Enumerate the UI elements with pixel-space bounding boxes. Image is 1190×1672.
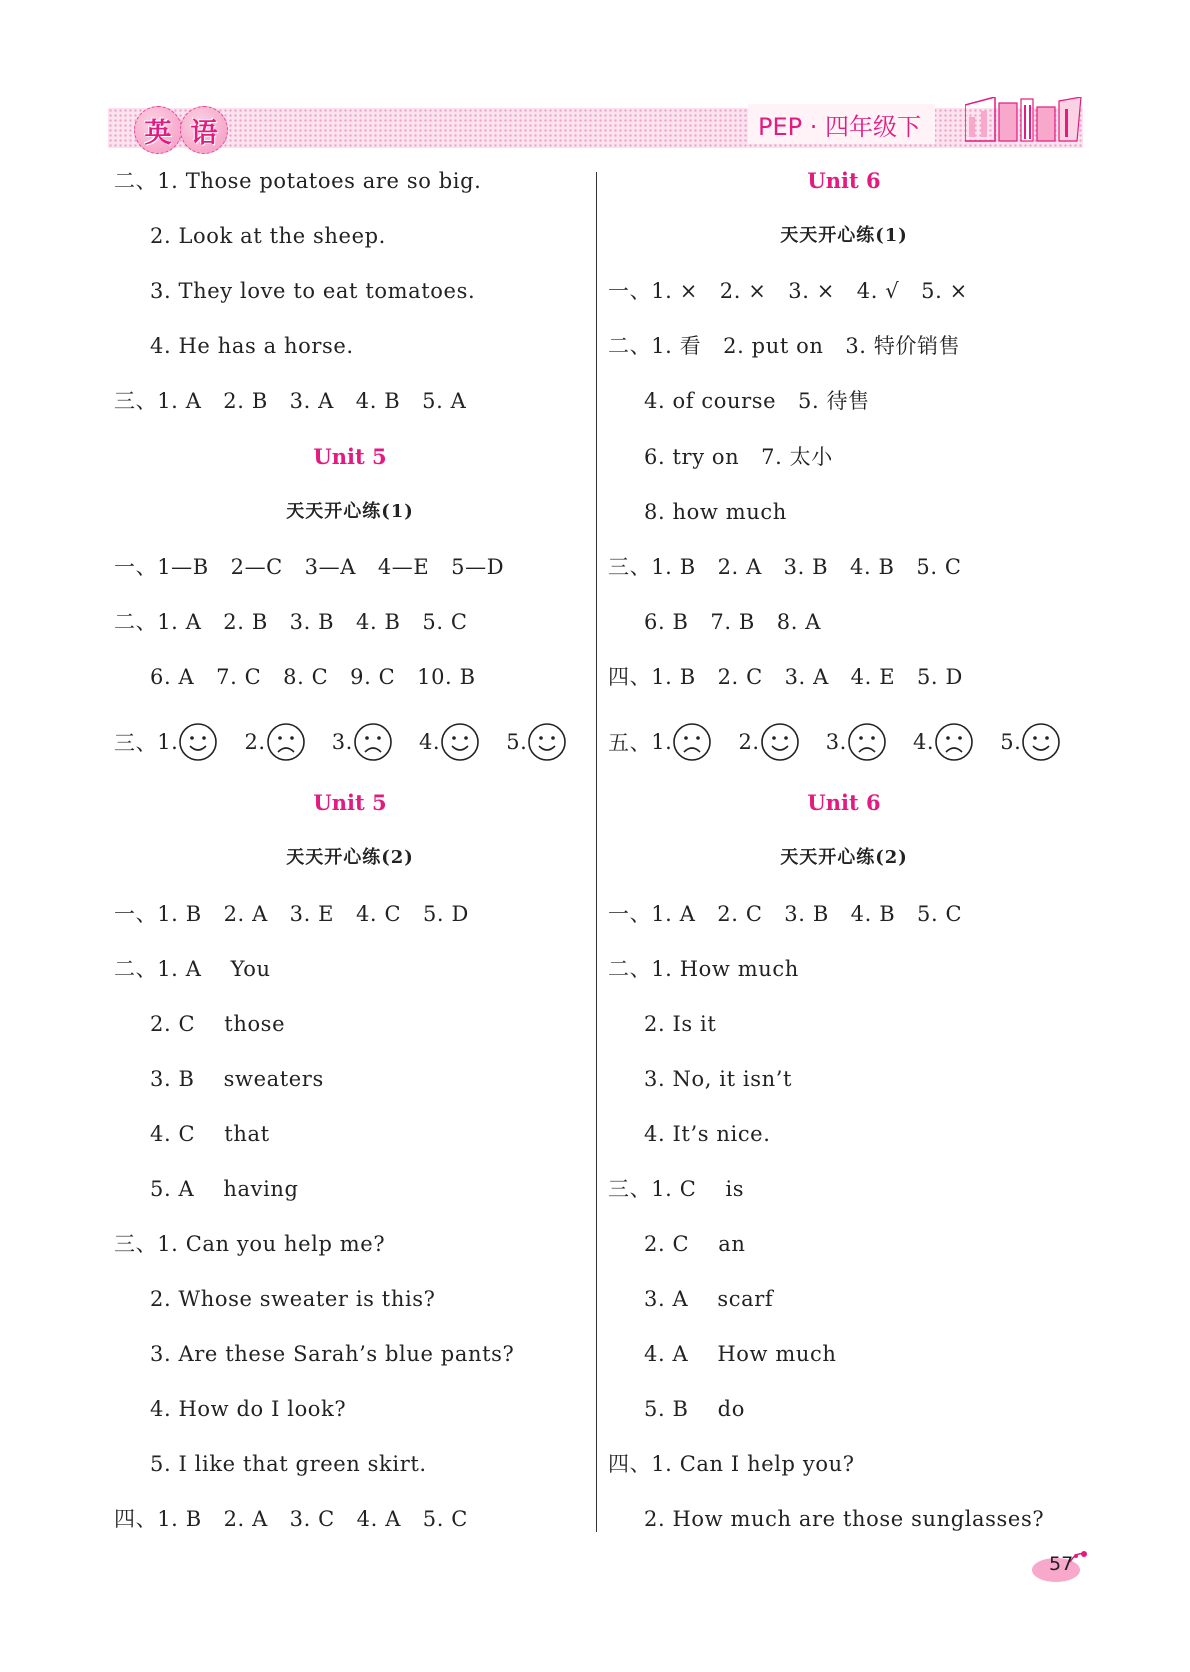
sad-face-icon — [266, 722, 306, 762]
smile-face-icon — [1021, 722, 1061, 762]
face-label: 4. — [912, 730, 935, 754]
face-item — [419, 722, 480, 762]
section-title: 天天开心练(1) — [286, 501, 414, 522]
left-line: 三、1. A 2. B 3. A 4. B 5. A — [114, 389, 467, 413]
right-line: 4. It’s nice. — [644, 1122, 771, 1146]
unit-title: Unit 6 — [807, 168, 881, 193]
face-label: 2. — [738, 730, 760, 754]
unit-title: Unit 5 — [313, 790, 387, 815]
right-line: 2. How much are those sunglasses? — [644, 1507, 1045, 1531]
section-title: 天天开心练(2) — [286, 847, 414, 868]
faces-prefix: 三、 — [114, 731, 158, 755]
left-line: 4. C that — [150, 1122, 270, 1146]
page-number: 57 — [1049, 1553, 1074, 1575]
right-line: 8. how much — [644, 500, 787, 524]
right-line: 四、1. Can I help you? — [608, 1452, 855, 1476]
left-line: 2. Look at the sheep. — [150, 224, 386, 248]
left-line: 四、1. B 2. A 3. C 4. A 5. C — [114, 1507, 468, 1531]
face-label: 5. — [506, 730, 528, 754]
sad-face-icon — [672, 722, 712, 762]
left-line: 4. How do I look? — [150, 1397, 347, 1421]
left-line: 5. I like that green skirt. — [150, 1452, 427, 1476]
right-line: 2. Is it — [644, 1012, 717, 1036]
left-line: 3. B sweaters — [150, 1067, 324, 1091]
right-line: 三、1. C is — [608, 1177, 745, 1201]
right-line: 4. A How much — [644, 1342, 837, 1366]
right-line: 5. B do — [644, 1397, 745, 1421]
unit-title: Unit 5 — [313, 444, 387, 469]
right-line: 4. of course 5. 待售 — [644, 389, 870, 413]
smile-face-icon — [760, 722, 800, 762]
face-item — [651, 722, 712, 762]
left-line: 三、1. Can you help me? — [114, 1232, 386, 1256]
right-line: 6. B 7. B 8. A — [644, 610, 822, 634]
unit-title: Unit 6 — [807, 790, 881, 815]
right-line: 3. A scarf — [644, 1287, 774, 1311]
face-label: 5. — [1000, 730, 1022, 754]
face-label: 3. — [825, 730, 847, 754]
right-line: 6. try on 7. 太小 — [644, 445, 833, 469]
left-line: 2. C those — [150, 1012, 286, 1036]
section-title: 天天开心练(1) — [780, 225, 908, 246]
sad-face-icon — [934, 722, 974, 762]
face-label: 3. — [331, 730, 353, 754]
face-label: 1. — [651, 730, 673, 754]
face-item — [332, 722, 393, 762]
right-line: 3. No, it isn’t — [644, 1067, 793, 1091]
right-line: 四、1. B 2. C 3. A 4. E 5. D — [608, 665, 963, 689]
left-line: 二、1. A You — [114, 957, 271, 981]
sad-face-icon — [353, 722, 393, 762]
left-line: 二、1. Those potatoes are so big. — [114, 169, 482, 193]
header-band — [108, 108, 1083, 148]
face-item — [1000, 722, 1061, 762]
right-faces-row — [608, 722, 1087, 762]
right-line: 一、1. A 2. C 3. B 4. B 5. C — [608, 902, 963, 926]
face-label: 1. — [157, 730, 179, 754]
right-line: 一、1. × 2. × 3. × 4. √ 5. × — [608, 279, 968, 303]
buildings-icon — [965, 97, 1083, 143]
left-line: 一、1. B 2. A 3. E 4. C 5. D — [114, 902, 469, 926]
left-line: 5. A having — [150, 1177, 299, 1201]
column-divider — [596, 172, 597, 1532]
face-label: 4. — [418, 730, 441, 754]
smile-face-icon — [178, 722, 218, 762]
left-line: 一、1—B 2—C 3—A 4—E 5—D — [114, 555, 505, 579]
face-item — [244, 722, 305, 762]
right-line: 二、1. 看 2. put on 3. 特价销售 — [608, 334, 961, 358]
subject-char-2: 语 — [180, 106, 228, 154]
right-line: 二、1. How much — [608, 957, 799, 981]
section-title: 天天开心练(2) — [780, 847, 908, 868]
left-line: 二、1. A 2. B 3. B 4. B 5. C — [114, 610, 468, 634]
left-line: 3. They love to eat tomatoes. — [150, 279, 476, 303]
right-line: 2. C an — [644, 1232, 746, 1256]
right-line: 三、1. B 2. A 3. B 4. B 5. C — [608, 555, 962, 579]
face-item — [738, 722, 799, 762]
subject-char-1: 英 — [134, 106, 182, 154]
left-line: 3. Are these Sarah’s blue pants? — [150, 1342, 515, 1366]
sad-face-icon — [847, 722, 887, 762]
face-item — [826, 722, 887, 762]
face-item — [506, 722, 567, 762]
face-label: 2. — [244, 730, 266, 754]
smile-face-icon — [527, 722, 567, 762]
left-line: 4. He has a horse. — [150, 334, 354, 358]
left-line: 6. A 7. C 8. C 9. C 10. B — [150, 665, 476, 689]
left-faces-row — [114, 722, 593, 762]
smile-face-icon — [440, 722, 480, 762]
faces-prefix: 五、 — [608, 731, 652, 755]
face-item — [157, 722, 218, 762]
face-item — [913, 722, 974, 762]
left-line: 2. Whose sweater is this? — [150, 1287, 436, 1311]
grade-label: PEP · 四年级下 — [748, 104, 935, 144]
